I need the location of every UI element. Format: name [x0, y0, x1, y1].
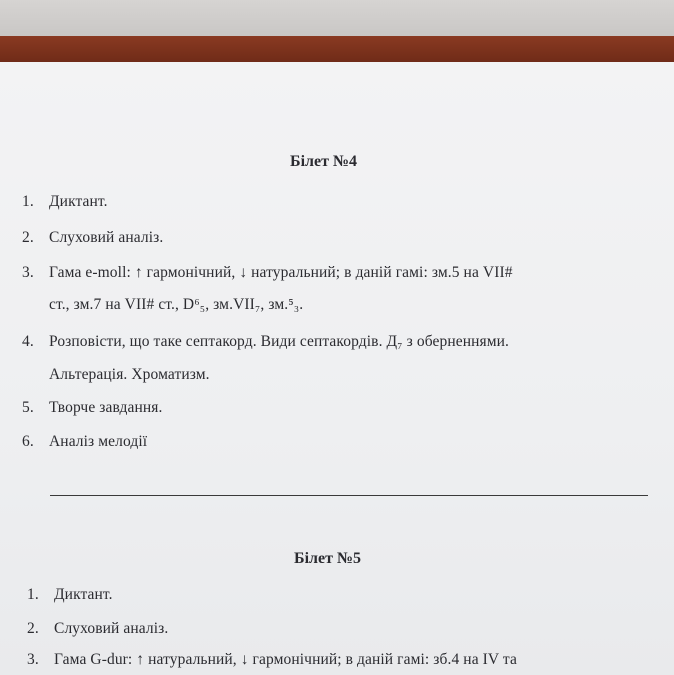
- item-text: Гама e-moll: ↑ гармонічний, ↓ натуральний; в даній гамі: зм.5 на VII#: [49, 264, 513, 281]
- ticket4-title: Білет №4: [290, 153, 358, 170]
- background-top: [0, 0, 674, 36]
- item-number: 3.: [22, 264, 34, 281]
- separator-line: [50, 495, 648, 496]
- ticket4-item-5: [22, 399, 162, 417]
- item-number: 1.: [22, 193, 34, 210]
- ticket4-item-4-cont: [49, 366, 210, 384]
- item-text: Розповісти, що таке септакорд. Види септакордів. Д₇ з оберненнями.: [49, 333, 509, 350]
- ticket4-item-1: [22, 193, 108, 211]
- item-text: Альтерація. Хроматизм.: [49, 366, 210, 383]
- item-text: Слуховий аналіз.: [49, 229, 164, 246]
- ticket4-item-6: [22, 433, 147, 451]
- ticket4-item-3-cont: [49, 296, 303, 314]
- item-text: Диктант.: [49, 193, 108, 210]
- ticket5-title: Білет №5: [294, 550, 362, 567]
- ticket4-item-3: [22, 264, 513, 282]
- item-text: Диктант.: [54, 586, 113, 603]
- item-number: 6.: [22, 433, 34, 450]
- ticket5-item-2: [27, 620, 168, 638]
- item-text: Гама G-dur: ↑ натуральний, ↓ гармонічний; в даній гамі: зб.4 на IV та: [54, 651, 517, 668]
- item-number: 2.: [22, 229, 34, 246]
- item-text: Аналіз мелодії: [49, 433, 148, 450]
- table-edge: [0, 36, 674, 64]
- ticket4-item-4: [22, 333, 509, 351]
- item-number: 5.: [22, 399, 34, 416]
- ticket5-item-1: [27, 586, 113, 604]
- item-number: 2.: [27, 620, 39, 637]
- item-number: 4.: [22, 333, 34, 350]
- item-number: 1.: [27, 586, 39, 603]
- ticket4-item-2: [22, 229, 163, 247]
- item-text: Творче завдання.: [49, 399, 163, 416]
- ticket5-item-3: [27, 651, 517, 669]
- item-text: Слуховий аналіз.: [54, 620, 169, 637]
- item-number: 3.: [27, 651, 39, 668]
- item-text: ст., зм.7 на VII# ст., D⁶₅, зм.VII₇, зм.⁵₃.: [49, 296, 304, 313]
